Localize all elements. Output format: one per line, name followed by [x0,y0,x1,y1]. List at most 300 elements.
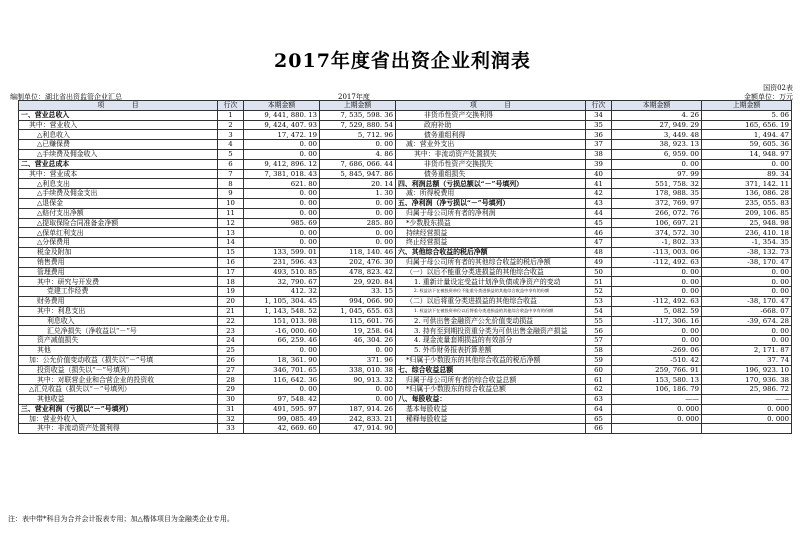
header-current-right: 本期金额 [612,101,702,111]
left-line-no: 31 [218,404,244,414]
left-prior-amount: 0. 00 [320,228,396,238]
header-item-left: 项 目 [19,101,218,111]
compiling-unit: 编制单位：湖北省出资监管企业汇总 [10,93,122,101]
left-line-no: 8 [218,179,244,189]
left-prior-amount: 478, 823. 42 [320,267,396,277]
right-current-amount: -113, 003. 06 [612,247,702,257]
right-current-amount: -117, 306. 16 [612,316,702,326]
right-current-amount: 27, 949. 29 [612,120,702,130]
left-item: △手续费及佣金支出 [19,189,218,199]
right-prior-amount: -39, 674. 28 [702,316,792,326]
right-item: 政府补助 [396,120,586,130]
right-line-no: 62 [586,385,612,395]
left-line-no: 5 [218,149,244,159]
table-row [19,365,792,375]
left-prior-amount: 0. 00 [320,238,396,248]
left-line-no: 2 [218,120,244,130]
right-current-amount: -269. 06 [612,345,702,355]
right-line-no: 60 [586,365,612,375]
table-row [19,110,792,120]
right-item: 1. 权益法下在被投资单位以后将重分类进损益的其他综合收益中享有的份额 [396,306,586,316]
left-line-no: 6 [218,159,244,169]
right-current-amount: 0. 00 [612,267,702,277]
right-line-no: 54 [586,306,612,316]
left-line-no: 29 [218,385,244,395]
left-line-no: 25 [218,345,244,355]
table-row [19,169,792,179]
table-header-row [19,101,792,111]
left-line-no: 22 [218,316,244,326]
right-current-amount: 178, 988. 35 [612,189,702,199]
right-line-no: 50 [586,267,612,277]
table-row [19,394,792,404]
left-prior-amount: 242, 833. 21 [320,414,396,424]
right-prior-amount: 0. 000 [702,414,792,424]
right-prior-amount: -668. 07 [702,306,792,316]
table-row [19,267,792,277]
left-item: 财务费用 [19,296,218,306]
right-prior-amount: 25, 986. 72 [702,385,792,395]
left-item: 其他 [19,345,218,355]
right-current-amount: 38, 923. 13 [612,140,702,150]
right-item: 债务重组损失 [396,169,586,179]
right-line-no: 56 [586,326,612,336]
right-prior-amount [702,424,792,434]
table-row [19,287,792,297]
table-row [19,247,792,257]
right-prior-amount: 0. 00 [702,326,792,336]
left-current-amount: 491, 595. 97 [244,404,320,414]
table-row [19,257,792,267]
right-current-amount: 3, 449. 48 [612,130,702,140]
right-line-no: 59 [586,355,612,365]
right-prior-amount: 37. 74 [702,355,792,365]
left-prior-amount: 1. 30 [320,189,396,199]
right-line-no: 64 [586,404,612,414]
right-prior-amount: 0. 00 [702,336,792,346]
left-line-no: 20 [218,296,244,306]
left-item: 其中：利息支出 [19,306,218,316]
right-item: （二）以后将重分类进损益的其他综合收益 [396,296,586,306]
right-item: 非货币性资产交换利得 [396,110,586,120]
left-line-no: 33 [218,424,244,434]
right-line-no: 44 [586,208,612,218]
left-prior-amount: 187, 914. 26 [320,404,396,414]
right-prior-amount: -38, 170. 47 [702,257,792,267]
left-prior-amount: 115, 601. 76 [320,316,396,326]
left-line-no: 23 [218,326,244,336]
left-prior-amount: 118, 140. 46 [320,247,396,257]
left-item: 二、营业总成本 [19,159,218,169]
left-item: △汇兑收益（损失以“－”号填列） [19,385,218,395]
left-line-no: 15 [218,247,244,257]
right-current-amount: 0. 00 [612,326,702,336]
right-prior-amount: 0. 00 [702,159,792,169]
left-line-no: 18 [218,277,244,287]
left-item: 党建工作经费 [19,287,218,297]
left-prior-amount: 90, 913. 32 [320,375,396,385]
left-item: △利息收入 [19,130,218,140]
left-prior-amount: 7, 529, 880. 54 [320,120,396,130]
right-item: 终止经营损益 [396,238,586,248]
right-item: 稀释每股收益 [396,414,586,424]
left-line-no: 24 [218,336,244,346]
report-year: 2017年度 [338,93,370,101]
right-item: 八、每股收益： [396,394,586,404]
table-row [19,238,792,248]
left-prior-amount: 7, 686, 066. 44 [320,159,396,169]
left-item: △退保金 [19,198,218,208]
right-item: 4. 现金流量套期损益的有效部分 [396,336,586,346]
right-prior-amount: 14, 948. 97 [702,149,792,159]
left-item: 税金及附加 [19,247,218,257]
right-line-no: 58 [586,345,612,355]
table-row [19,385,792,395]
right-prior-amount: 5. 06 [702,110,792,120]
right-prior-amount: 25, 948. 98 [702,218,792,228]
right-current-amount: 106, 697. 21 [612,218,702,228]
left-item: △赔付支出净额 [19,208,218,218]
table-row [19,316,792,326]
left-item: 三、营业利润（亏损以“－”号填列） [19,404,218,414]
left-current-amount: 17, 472. 19 [244,130,320,140]
table-row [19,140,792,150]
table-row [19,336,792,346]
right-prior-amount: 236, 410. 18 [702,228,792,238]
left-current-amount: 1, 105, 304. 45 [244,296,320,306]
right-item: *归属于少数股东的其他综合收益的税后净额 [396,355,586,365]
right-current-amount: 0. 00 [612,336,702,346]
left-prior-amount: 29, 920. 84 [320,277,396,287]
left-item: 其中：对联营企业和合营企业的投资收 [19,375,218,385]
left-item: 加：公允价值变动收益（损失以“－”号填 [19,355,218,365]
right-item: *归属于少数股东的综合收益总额 [396,385,586,395]
right-item: 债务重组利得 [396,130,586,140]
right-line-no: 35 [586,120,612,130]
right-current-amount: -1, 802. 33 [612,238,702,248]
left-current-amount: 0. 00 [244,198,320,208]
right-item: *少数股东损益 [396,218,586,228]
right-line-no: 52 [586,287,612,297]
left-current-amount: 32, 790. 67 [244,277,320,287]
amount-unit: 金额单位：万元 [744,93,793,101]
left-current-amount: 7, 381, 018. 43 [244,169,320,179]
table-row [19,296,792,306]
right-current-amount [612,424,702,434]
left-current-amount: 66, 259. 46 [244,336,320,346]
left-current-amount: 346, 701. 65 [244,365,320,375]
left-item: 销售费用 [19,257,218,267]
left-current-amount: 18, 361. 90 [244,355,320,365]
right-current-amount: 6, 959. 00 [612,149,702,159]
left-item: △手续费及佣金收入 [19,149,218,159]
left-line-no: 4 [218,140,244,150]
right-prior-amount: 89. 34 [702,169,792,179]
left-prior-amount: 33. 15 [320,287,396,297]
left-prior-amount: 7, 535, 598. 36 [320,110,396,120]
left-prior-amount: 5, 845, 947. 86 [320,169,396,179]
left-current-amount: 0. 00 [244,385,320,395]
right-prior-amount: -1, 354. 35 [702,238,792,248]
right-line-no: 43 [586,198,612,208]
left-current-amount: 412. 32 [244,287,320,297]
table-row [19,228,792,238]
header-prior-left: 上期金额 [320,101,396,111]
left-item: 其中：营业成本 [19,169,218,179]
left-item: 资产减值损失 [19,336,218,346]
left-line-no: 27 [218,365,244,375]
left-item: 汇兑净损失（净收益以“－”号 [19,326,218,336]
right-prior-amount: 196, 923. 10 [702,365,792,375]
left-current-amount: 0. 00 [244,149,320,159]
right-item: 减：所得税费用 [396,189,586,199]
left-current-amount: 99, 085. 49 [244,414,320,424]
left-line-no: 3 [218,130,244,140]
right-current-amount: 0. 000 [612,414,702,424]
right-prior-amount: 59, 605. 36 [702,140,792,150]
right-current-amount: 266, 072. 76 [612,208,702,218]
right-prior-amount: -38, 132. 73 [702,247,792,257]
right-line-no: 36 [586,130,612,140]
table-row [19,159,792,169]
right-current-amount: 0. 00 [612,287,702,297]
right-prior-amount: 0. 00 [702,267,792,277]
left-line-no: 26 [218,355,244,365]
table-row [19,306,792,316]
right-current-amount: 551, 758. 32 [612,179,702,189]
right-line-no: 55 [586,316,612,326]
right-prior-amount: 170, 936. 38 [702,375,792,385]
header-current-left: 本期金额 [244,101,320,111]
right-item: 七、综合收益总额 [396,365,586,375]
right-current-amount: 0. 00 [612,159,702,169]
right-line-no: 46 [586,228,612,238]
left-current-amount: 0. 00 [244,345,320,355]
right-prior-amount: 0. 00 [702,277,792,287]
left-current-amount: 0. 00 [244,140,320,150]
left-item: 利息收入 [19,316,218,326]
table-row [19,130,792,140]
right-current-amount: -510. 42 [612,355,702,365]
right-item: 基本每股收益 [396,404,586,414]
right-item: 5. 外币财务报表折算差额 [396,345,586,355]
right-item: 3. 持有至到期投资重分类为可供出售金融资产损益 [396,326,586,336]
left-current-amount: 151, 013. 98 [244,316,320,326]
header-line-left: 行次 [218,101,244,111]
right-current-amount: 153, 580. 13 [612,375,702,385]
right-prior-amount: 0. 000 [702,404,792,414]
right-prior-amount: 371, 142. 11 [702,179,792,189]
right-line-no: 57 [586,336,612,346]
right-item: 非货币性资产交换损失 [396,159,586,169]
left-item: 加：营业外收入 [19,414,218,424]
left-line-no: 11 [218,208,244,218]
left-item: 其中：营业收入 [19,120,218,130]
left-prior-amount: 20. 14 [320,179,396,189]
left-item: △分保费用 [19,238,218,248]
table-row [19,355,792,365]
left-current-amount: 97, 548. 42 [244,394,320,404]
right-current-amount: 5, 082. 59 [612,306,702,316]
left-line-no: 16 [218,257,244,267]
left-line-no: 14 [218,238,244,248]
left-current-amount: 9, 424, 407. 93 [244,120,320,130]
table-row [19,424,792,434]
left-prior-amount: 371. 96 [320,355,396,365]
right-item: 2. 可供出售金融资产公允价值变动损益 [396,316,586,326]
right-item: 归属于母公司所有者的其他综合收益的税后净额 [396,257,586,267]
left-prior-amount: 0. 00 [320,198,396,208]
right-line-no: 37 [586,140,612,150]
right-prior-amount: -38, 170. 47 [702,296,792,306]
right-current-amount: 0. 00 [612,277,702,287]
left-current-amount: 0. 00 [244,208,320,218]
left-prior-amount: 46, 304. 26 [320,336,396,346]
right-line-no: 47 [586,238,612,248]
left-current-amount: 9, 441, 880. 13 [244,110,320,120]
left-current-amount: -16, 000. 60 [244,326,320,336]
right-line-no: 53 [586,296,612,306]
left-item: 管理费用 [19,267,218,277]
right-item: 2. 权益法下在被投资单位不能重分类进损益的其他综合收益中享有的份额 [396,287,586,297]
right-line-no: 34 [586,110,612,120]
left-item: 其他收益 [19,394,218,404]
right-item: 归属于母公司所有者的净利润 [396,208,586,218]
right-item: 四、利润总额（亏损总额以“－”号填列） [396,179,586,189]
income-statement-table [18,100,792,434]
left-prior-amount: 338, 010. 38 [320,365,396,375]
left-item: 投资收益（损失以“－”号填列） [19,365,218,375]
right-prior-amount: 165, 656. 19 [702,120,792,130]
left-current-amount: 0. 00 [244,189,320,199]
left-prior-amount: 994, 066. 90 [320,296,396,306]
right-prior-amount: 0. 00 [702,287,792,297]
table-row [19,404,792,414]
left-line-no: 30 [218,394,244,404]
right-line-no: 41 [586,179,612,189]
table-row [19,218,792,228]
right-current-amount: 0. 000 [612,404,702,414]
left-item: △保单红利支出 [19,228,218,238]
right-item: 六、其他综合收益的税后净额 [396,247,586,257]
right-current-amount: 106, 186. 79 [612,385,702,395]
right-item [396,424,586,434]
right-line-no: 48 [586,247,612,257]
right-line-no: 61 [586,375,612,385]
right-line-no: 51 [586,277,612,287]
table-row [19,120,792,130]
right-line-no: 40 [586,169,612,179]
left-prior-amount: 47, 914. 90 [320,424,396,434]
right-line-no: 39 [586,159,612,169]
right-line-no: 38 [586,149,612,159]
left-line-no: 32 [218,414,244,424]
right-item: 其中：非流动资产处置损失 [396,149,586,159]
left-prior-amount: 0. 00 [320,345,396,355]
right-item: 减：营业外支出 [396,140,586,150]
right-item: 持续经营损益 [396,228,586,238]
right-current-amount: 4. 26 [612,110,702,120]
left-line-no: 21 [218,306,244,316]
right-current-amount: 374, 572. 30 [612,228,702,238]
left-item: 其中：非流动资产处置利得 [19,424,218,434]
left-item: 其中：研究与开发费 [19,277,218,287]
right-prior-amount: 209, 106. 85 [702,208,792,218]
right-prior-amount: 2, 171. 87 [702,345,792,355]
left-line-no: 12 [218,218,244,228]
right-current-amount: 372, 769. 97 [612,198,702,208]
left-prior-amount: 0. 00 [320,394,396,404]
table-row [19,179,792,189]
left-current-amount: 493, 510. 85 [244,267,320,277]
table-row [19,326,792,336]
right-line-no: 45 [586,218,612,228]
report-title: 2017年度省出资企业利润表 [274,50,531,72]
right-prior-amount: —— [702,394,792,404]
left-prior-amount: 19, 258. 64 [320,326,396,336]
right-prior-amount: 136, 086. 28 [702,189,792,199]
right-prior-amount: 1, 494. 47 [702,130,792,140]
footnote: 注：表中带*科目为合并会计报表专用；加△楷体项目为金融类企业专用。 [8,515,234,523]
table-row [19,149,792,159]
right-current-amount: -112, 492. 63 [612,257,702,267]
table-row [19,198,792,208]
left-current-amount: 0. 00 [244,228,320,238]
left-item: △利息支出 [19,179,218,189]
left-line-no: 17 [218,267,244,277]
right-line-no: 66 [586,424,612,434]
header-prior-right: 上期金额 [702,101,792,111]
left-item: 一、营业总收入 [19,110,218,120]
table-body [19,110,792,433]
table-row [19,375,792,385]
right-current-amount: —— [612,394,702,404]
header-line-right: 行次 [586,101,612,111]
left-prior-amount: 202, 476. 30 [320,257,396,267]
right-item: 归属于母公司所有者的综合收益总额 [396,375,586,385]
left-line-no: 10 [218,198,244,208]
left-current-amount: 42, 669. 60 [244,424,320,434]
table-row [19,277,792,287]
table-row [19,414,792,424]
form-number: 国资02表 [763,84,793,92]
right-line-no: 49 [586,257,612,267]
left-prior-amount: 1, 045, 655. 63 [320,306,396,316]
right-line-no: 63 [586,394,612,404]
left-prior-amount: 0. 00 [320,208,396,218]
right-prior-amount: 235, 055. 83 [702,198,792,208]
left-current-amount: 133, 599. 01 [244,247,320,257]
left-prior-amount: 4. 86 [320,149,396,159]
left-current-amount: 231, 596. 43 [244,257,320,267]
right-current-amount: 97. 99 [612,169,702,179]
right-item: （一）以后不能重分类进损益的其他综合收益 [396,267,586,277]
right-line-no: 42 [586,189,612,199]
left-current-amount: 9, 412, 896. 12 [244,159,320,169]
left-current-amount: 621. 80 [244,179,320,189]
left-current-amount: 116, 642. 36 [244,375,320,385]
left-line-no: 9 [218,189,244,199]
header-item-right: 项 目 [396,101,586,111]
table-row [19,208,792,218]
left-prior-amount: 285. 80 [320,218,396,228]
left-line-no: 28 [218,375,244,385]
table-row [19,345,792,355]
left-line-no: 19 [218,287,244,297]
right-current-amount: -112, 492. 63 [612,296,702,306]
left-prior-amount: 0. 00 [320,385,396,395]
right-item: 1. 重新计量设定受益计划净负债或净资产的变动 [396,277,586,287]
